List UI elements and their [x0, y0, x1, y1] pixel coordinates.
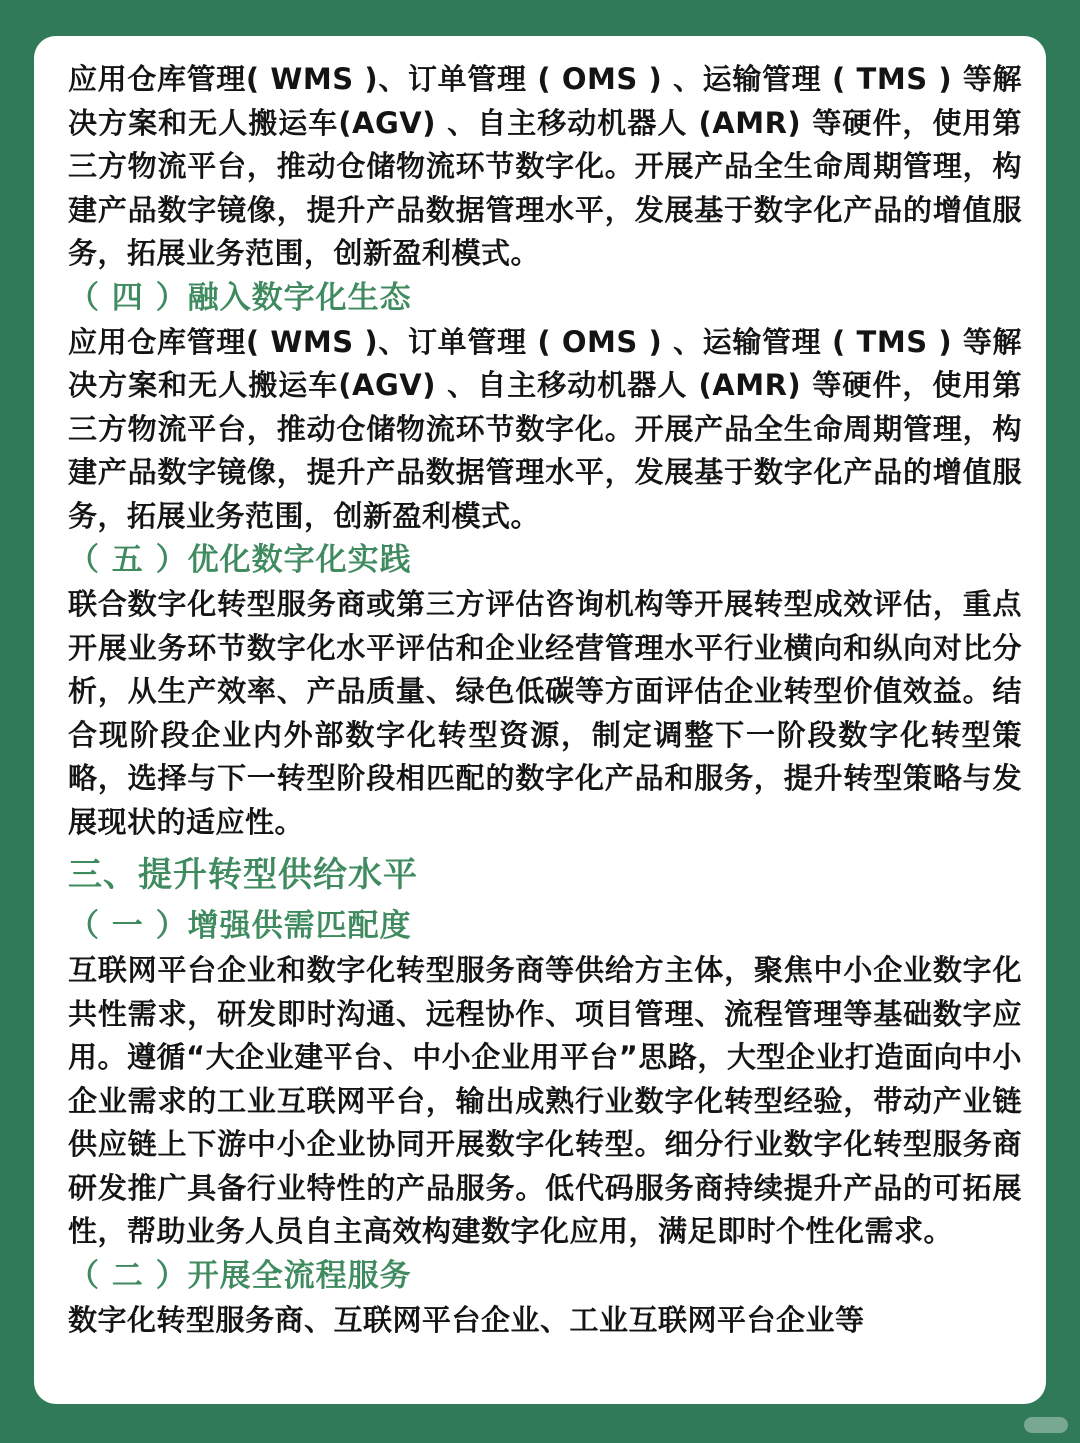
- paragraph-logistics: 应用仓库管理( WMS )、订单管理 ( OMS ) 、运输管理 ( TMS ) 等解决方案和无人搬运车(AGV) 、自主移动机器人 (AMR) 等硬件，使用第三方物流平台，推动仓储物流环节数字化。开展产品全生命周期管理，构建产品数字镜像，提升产品数据管理水平，发展基于数字化产品的增值服务，拓展业务范围，创新盈利模式。: [68, 62, 1022, 270]
- section-title-supply-level: 三、提升转型供给水平: [68, 855, 418, 895]
- paragraph-ecosystem: 应用仓库管理( WMS )、订单管理 ( OMS ) 、运输管理 ( TMS ) 等解决方案和无人搬运车(AGV) 、自主移动机器人 (AMR) 等硬件，使用第三方物流平台，推动仓储物流环节数字化。开展产品全生命周期管理，构建产品数字镜像，提升产品数据管理水平，发展基于数字化产品的增值服务，拓展业务范围，创新盈利模式。: [68, 324, 1022, 533]
- paragraph-supply-demand: 互联网平台企业和数字化转型服务商等供给方主体，聚焦中小企业数字化共性需求，研发即时沟通、远程协作、项目管理、流程管理等基础数字应用。遵循“大企业建平台、中小企业用平台”思路，大型企业打造面向中小企业需求的工业互联网平台，输出成熟行业数字化转型经验，带动产业链供应链上下游中小企业协同开展数字化转型。细分行业数字化转型服务商研发推广具备行业特性的产品服务。低代码服务商持续提升产品的可拓展性，帮助业务人员自主高效构建数字化应用，满足即时个性化需求。: [68, 953, 1022, 1248]
- heading-optimize-practice: （ 五 ）优化数字化实践: [68, 542, 412, 578]
- document-card: [34, 36, 1046, 1404]
- heading-supply-demand-match: （ 一 ）增强供需匹配度: [68, 908, 412, 944]
- document-content: [68, 58, 1022, 1342]
- watermark-badge: [1024, 1417, 1068, 1433]
- heading-full-process-service: （ 二 ）开展全流程服务: [68, 1257, 412, 1294]
- paragraph-practice: 联合数字化转型服务商或第三方评估咨询机构等开展转型成效评估，重点开展业务环节数字化水平评估和企业经营管理水平行业横向和纵向对比分析，从生产效率、产品质量、绿色低碳等方面评估企业转型价值效益。结合现阶段企业内外部数字化转型资源，制定调整下一阶段数字化转型策略，选择与下一转型阶段相匹配的数字化产品和服务，提升转型策略与发展现状的适应性。: [68, 587, 1022, 839]
- heading-integrate-ecosystem: （ 四 ）融入数字化生态: [68, 279, 412, 316]
- paragraph-full-process: 数字化转型服务商、互联网平台企业、工业互联网平台企业等: [68, 1302, 865, 1337]
